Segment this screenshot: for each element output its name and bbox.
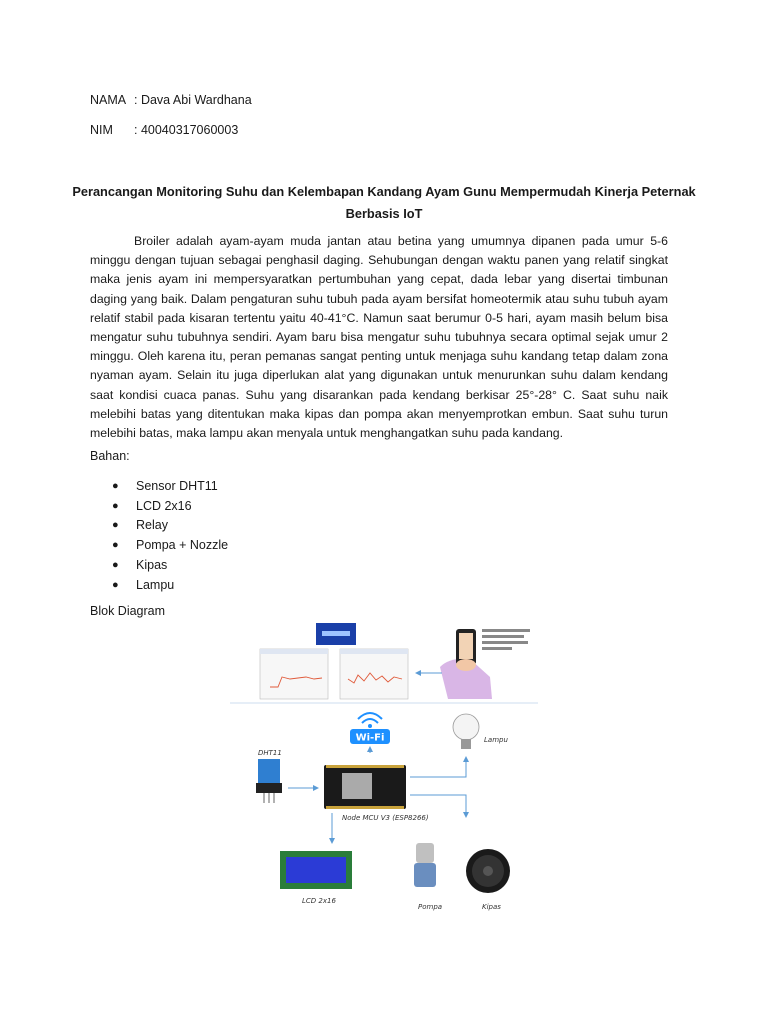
pump-icon	[414, 843, 442, 911]
list-item	[90, 555, 228, 575]
dashboard-logo-text	[322, 631, 350, 636]
wifi-text: Wi-Fi	[355, 732, 385, 744]
temperature-chart-header	[260, 649, 328, 654]
bahan-list	[90, 476, 228, 595]
list-item	[90, 516, 228, 536]
hand-icon	[456, 659, 476, 671]
bullet-icon: ●	[112, 479, 119, 492]
wifi-arc	[362, 719, 378, 723]
nim-value: : 40040317060003	[134, 123, 239, 137]
dht11-board	[256, 783, 282, 793]
nodemcu-pins-top	[326, 765, 404, 768]
fan-label: Kipas	[482, 903, 501, 911]
wifi-dot	[368, 724, 372, 728]
list-item-text: Kipas	[136, 558, 168, 573]
nim-row	[90, 123, 238, 137]
lamp-arrow	[410, 757, 466, 777]
bullet-icon: ●	[112, 578, 119, 591]
bullet-icon: ●	[112, 499, 119, 512]
nodemcu-pins-bottom	[326, 806, 404, 809]
pump-body	[414, 863, 436, 887]
dashboard-screens	[260, 623, 408, 699]
list-item-text: Pompa + Nozzle	[136, 538, 229, 553]
block-diagram-svg	[230, 617, 538, 925]
bullet-icon: ●	[112, 559, 119, 572]
nama-row	[90, 93, 252, 107]
lamp-base	[461, 739, 471, 749]
humidity-chart-panel	[340, 649, 408, 699]
dht11-label: DHT11	[258, 749, 282, 757]
list-item-text: Relay	[136, 518, 168, 533]
list-item	[90, 575, 228, 595]
humidity-chart-header	[340, 649, 408, 654]
phone-monitoring	[440, 629, 530, 699]
block-diagram	[230, 617, 538, 925]
nama-value: : Dava Abi Wardhana	[134, 93, 252, 107]
fan-icon	[466, 849, 510, 911]
bullet-icon: ●	[112, 519, 119, 532]
list-item-text: LCD 2x16	[136, 498, 192, 513]
bahan-label: Bahan:	[90, 449, 130, 463]
lcd-icon	[280, 851, 352, 905]
list-item	[90, 535, 228, 555]
nodemcu-board-icon	[324, 765, 429, 822]
phone-caption-line	[482, 647, 512, 650]
nama-label: NAMA	[90, 93, 127, 107]
list-item	[90, 476, 228, 496]
lamp-label: Lampu	[484, 736, 508, 744]
pump-label: Pompa	[418, 903, 443, 911]
temperature-chart-panel	[260, 649, 328, 699]
lcd-label: LCD 2x16	[302, 897, 336, 905]
nodemcu-chip	[342, 773, 372, 799]
bullet-icon: ●	[112, 539, 119, 552]
phone-screen	[459, 633, 473, 659]
fan-hub	[483, 866, 493, 876]
body-paragraph: Broiler adalah ayam-ayam muda jantan atau betina yang umumnya dipanen pada umur 5-6 minggu dengan tujuan sebagai penghasil daging. Sehubungan dengan waktu panen yang relatif singkat maka jenis ayam ini mempersyaratkan pertumbuhan yang cepat, dada lebar yang disertai timbunan daging yang baik. Dalam pengaturan suhu tubuh pada ayam bersifat homeotermik atau suhu tubuh ayam relatif stabil pada kisaran tertentu yaitu 40-41°C. Namun saat berumur 0-5 hari, ayam masih belum bisa mengatur suhu tubuhnya sendiri. Ayam baru bisa mengatur suhu tubuhnya secara optimal sejak umur 2 minggu. Oleh karena itu, peran pemanas sangat penting untuk menjaga suhu kandang tetap dalam zona nyaman ayam. Selain itu juga diperlukan alat yang digunakan untuk menurunkan suhu dalam kendang saat kondisi cuaca panas. Suhu yang disarankan pada kendang berkisar 25°-28° C. Saat suhu naik melebihi batas yang ditentukan maka kipas dan pompa akan menyemprotkan embun. Saat suhu turun melebihi batas, maka lampu akan menyala untuk menghangatkan suhu pada kandang.	[90, 234, 668, 441]
pump-head	[416, 843, 434, 863]
list-item-text: Sensor DHT11	[136, 478, 218, 493]
phone-caption-line	[482, 629, 530, 632]
nodemcu-label: Node MCU V3 (ESP8266)	[342, 814, 429, 822]
phone-caption-line	[482, 641, 528, 644]
dht11-body	[258, 759, 280, 783]
list-item-text: Lampu	[136, 577, 175, 592]
nim-label: NIM	[90, 123, 113, 137]
blok-diagram-label: Blok Diagram	[90, 604, 166, 618]
lamp-icon	[453, 714, 508, 749]
lcd-screen	[286, 857, 346, 883]
document-title: Perancangan Monitoring Suhu dan Kelembapan Kandang Ayam Gunu Mempermudah Kinerja Peternak Berbasis IoT	[72, 184, 696, 221]
dht11-sensor-icon	[256, 749, 282, 803]
phone-caption-line	[482, 635, 524, 638]
lamp-bulb	[453, 714, 479, 740]
wifi-icon	[350, 713, 390, 744]
list-item	[90, 496, 228, 516]
